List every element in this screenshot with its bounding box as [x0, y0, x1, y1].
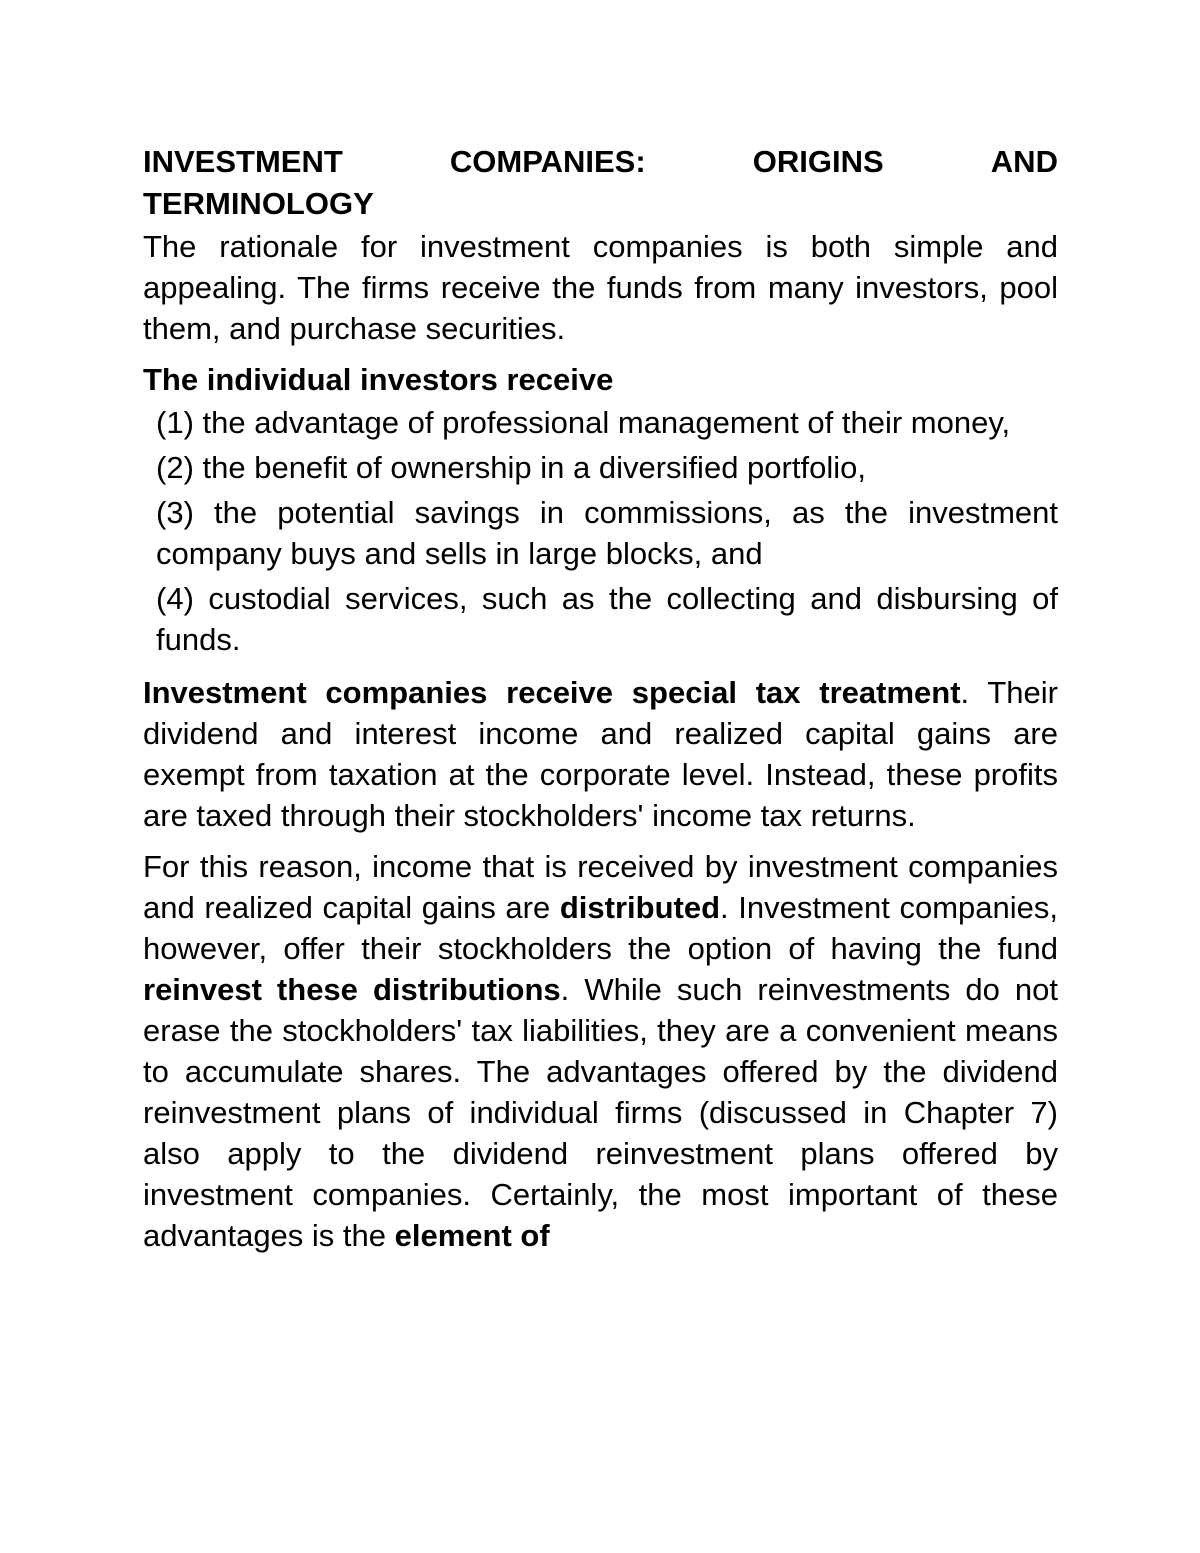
list-item: (2) the benefit of ownership in a diversified portfolio, [156, 450, 866, 485]
document-page [143, 141, 1058, 1256]
distribution-text-3: . While such reinvestments do not erase the stockholders' tax liabilities, they are a convenient means to accumulate shares. The advantages offered by the dividend reinvestment plans of individual firms (discussed in Chapter 7) also apply to the dividend reinvestment plans offered by investment companies. Certainly, the most important of these advantages is the [143, 972, 1058, 1253]
benefits-subheading: The individual investors receive [143, 362, 614, 397]
list-item: (3) the potential savings in commissions, as the investment company buys and sells in large blocks, and [156, 495, 1058, 571]
list-item: (1) the advantage of professional management of their money, [156, 405, 1011, 440]
reinvest-bold: reinvest these distributions [143, 972, 561, 1007]
intro-paragraph: The rationale for investment companies is both simple and appealing. The firms receive the funds from many investors, pool them, and purchase securities. [143, 229, 1058, 346]
title-word: COMPANIES: [449, 144, 646, 179]
distribution-text-2: . Investment companies, however, offer their stockholders the option of having the fund [143, 890, 1058, 966]
tax-text: . Their dividend and interest income and realized capital gains are exempt from taxation at the corporate level. Instead, these profits are taxed through their stockholders' income tax returns. [143, 675, 1058, 833]
document-title [143, 141, 1058, 225]
tax-bold-phrase: Investment companies receive special tax treatment [143, 675, 961, 710]
title-line-2: TERMINOLOGY [143, 186, 374, 221]
list-item: (4) custodial services, such as the collecting and disbursing of funds. [156, 581, 1058, 657]
title-word: AND [990, 144, 1058, 179]
element-of-bold: element of [394, 1218, 550, 1253]
tax-paragraph [143, 672, 1058, 836]
distribution-text-1: For this reason, income that is received by investment companies and realized capital gains are [143, 849, 1058, 925]
title-line-1 [143, 141, 1058, 183]
distribution-paragraph [143, 846, 1058, 1256]
title-word: INVESTMENT [143, 144, 343, 179]
benefits-list [156, 402, 1058, 660]
distributed-bold: distributed [559, 890, 721, 925]
title-word: ORIGINS [752, 144, 884, 179]
